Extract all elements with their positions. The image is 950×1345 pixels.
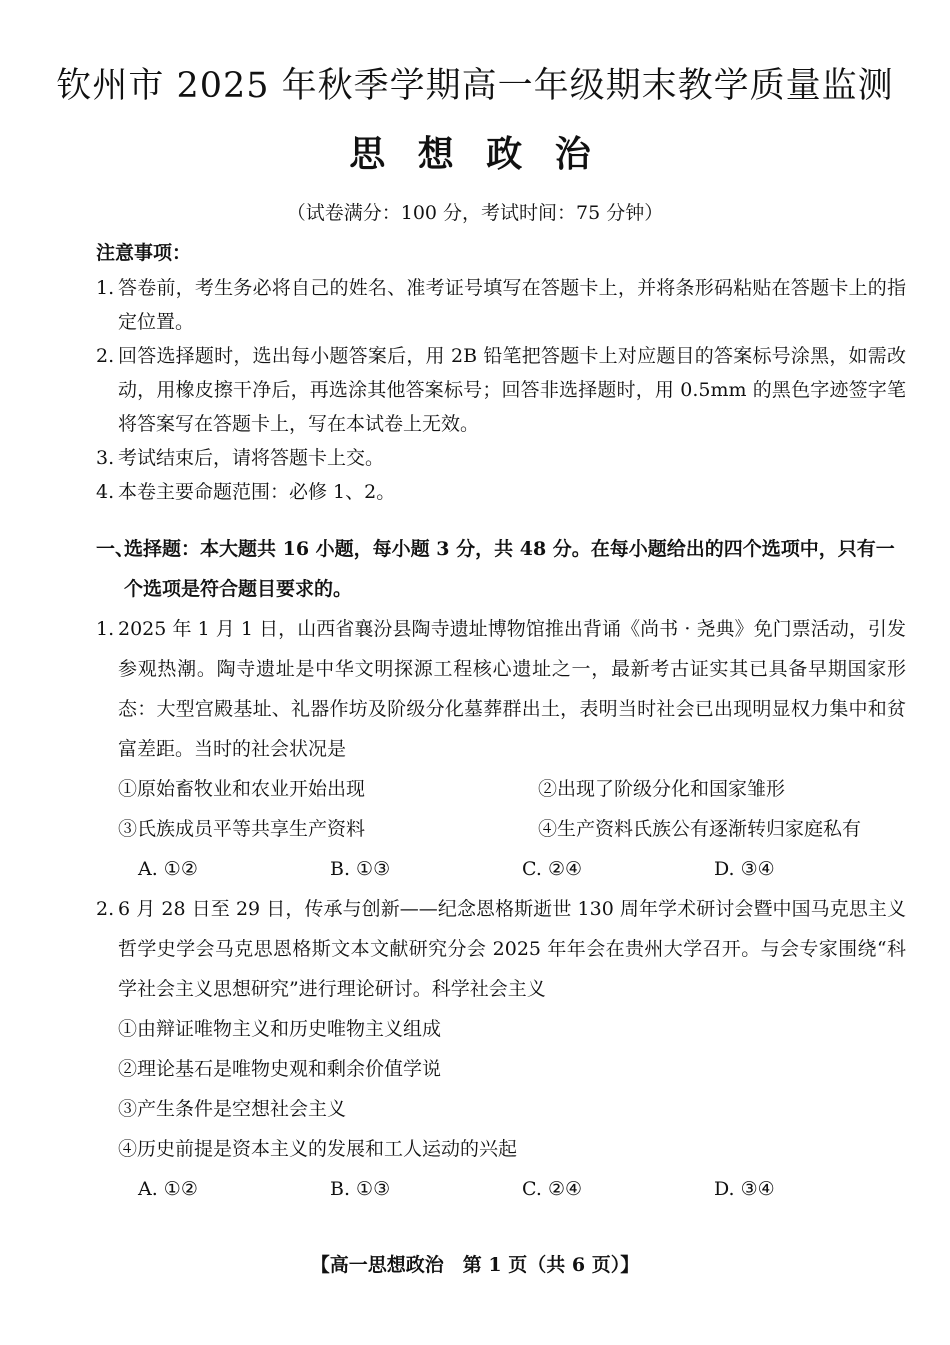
notice-number: 4. xyxy=(96,481,115,503)
subject-title: 思 想 政 治 xyxy=(349,133,601,175)
question-1-items xyxy=(96,769,906,849)
section-text: 选择题：本大题共 16 小题，每小题 3 分，共 48 分。在每小题给出的四个选项中，只有一个选项是符合题目要求的。 xyxy=(124,538,895,600)
item: ③氏族成员平等共享生产资料 xyxy=(118,818,366,840)
notice-number: 1. xyxy=(96,277,115,299)
notice-number: 3. xyxy=(96,447,115,469)
question-2-items xyxy=(96,1009,906,1169)
notice-item xyxy=(96,441,906,475)
item: ②出现了阶级分化和国家雏形 xyxy=(538,778,786,800)
question-2-choices xyxy=(96,1169,906,1209)
section-heading xyxy=(96,529,906,609)
choice-d: D. ③④ xyxy=(714,1178,775,1200)
notice-text: 答卷前，考生务必将自己的姓名、准考证号填写在答题卡上，并将条形码粘贴在答题卡上的指定位置。 xyxy=(118,277,906,333)
notice-text: 本卷主要命题范围：必修 1、2。 xyxy=(118,481,396,503)
question-stem: 6 月 28 日至 29 日，传承与创新——纪念恩格斯逝世 130 周年学术研讨会暨中国马克思主义哲学史学会马克思恩格斯文本文献研究分会 2025 年年会在贵州大学召开。与会专家围绕“科学社会主义思想研究”进行理论研讨。科学社会主义 xyxy=(118,898,906,1000)
item-row xyxy=(118,809,906,849)
choice-b: B. ①③ xyxy=(330,1178,391,1200)
item: ④生产资料氏族公有逐渐转归家庭私有 xyxy=(538,818,862,840)
choice-a: A. ①② xyxy=(138,858,198,880)
question-2 xyxy=(96,889,906,1009)
page-footer: 【高一思想政治 第 1 页（共 6 页）】 xyxy=(310,1254,640,1276)
item: ①由辩证唯物主义和历史唯物主义组成 xyxy=(118,1018,442,1040)
item-row xyxy=(118,769,906,809)
notice-item xyxy=(96,271,906,339)
question-stem: 2025 年 1 月 1 日，山西省襄汾县陶寺遗址博物馆推出背诵《尚书 · 尧典》免门票活动，引发参观热潮。陶寺遗址是中华文明探源工程核心遗址之一，最新考古证实其已具备早期国家形态：大型宫殿基址、礼器作坊及阶级分化墓葬群出土，表明当时社会已出现明显权力集中和贫富差距。当时的社会状况是 xyxy=(118,618,906,760)
notice-item xyxy=(96,339,906,441)
exam-title: 钦州市 2025 年秋季学期高一年级期末教学质量监测 xyxy=(56,66,894,106)
notice-number: 2. xyxy=(96,345,115,367)
choice-c: C. ②④ xyxy=(522,858,583,880)
choice-c: C. ②④ xyxy=(522,1178,583,1200)
notice-item xyxy=(96,475,906,509)
section-number: 一、 xyxy=(96,538,135,560)
choice-d: D. ③④ xyxy=(714,858,775,880)
question-number: 2. xyxy=(96,898,115,920)
question-1 xyxy=(96,609,906,769)
item: ②理论基石是唯物史观和剩余价值学说 xyxy=(118,1058,442,1080)
choice-b: B. ①③ xyxy=(330,858,391,880)
exam-info: （试卷满分：100 分，考试时间：75 分钟） xyxy=(286,202,664,224)
question-number: 1. xyxy=(96,618,115,640)
notice-text: 回答选择题时，选出每小题答案后，用 2B 铅笔把答题卡上对应题目的答案标号涂黑，如需改动，用橡皮擦干净后，再选涂其他答案标号；回答非选择题时，用 0.5mm 的黑色字迹签字笔将答案写在答题卡上，写在本试卷上无效。 xyxy=(118,345,906,435)
item: ③产生条件是空想社会主义 xyxy=(118,1098,347,1120)
item: ①原始畜牧业和农业开始出现 xyxy=(118,778,366,800)
question-1-choices xyxy=(96,849,906,889)
exam-content xyxy=(96,238,906,1209)
notice-section xyxy=(96,238,906,509)
choice-a: A. ①② xyxy=(138,1178,198,1200)
item: ④历史前提是资本主义的发展和工人运动的兴起 xyxy=(118,1138,518,1160)
notice-text: 考试结束后，请将答题卡上交。 xyxy=(118,447,385,469)
notice-heading: 注意事项： xyxy=(96,242,192,264)
